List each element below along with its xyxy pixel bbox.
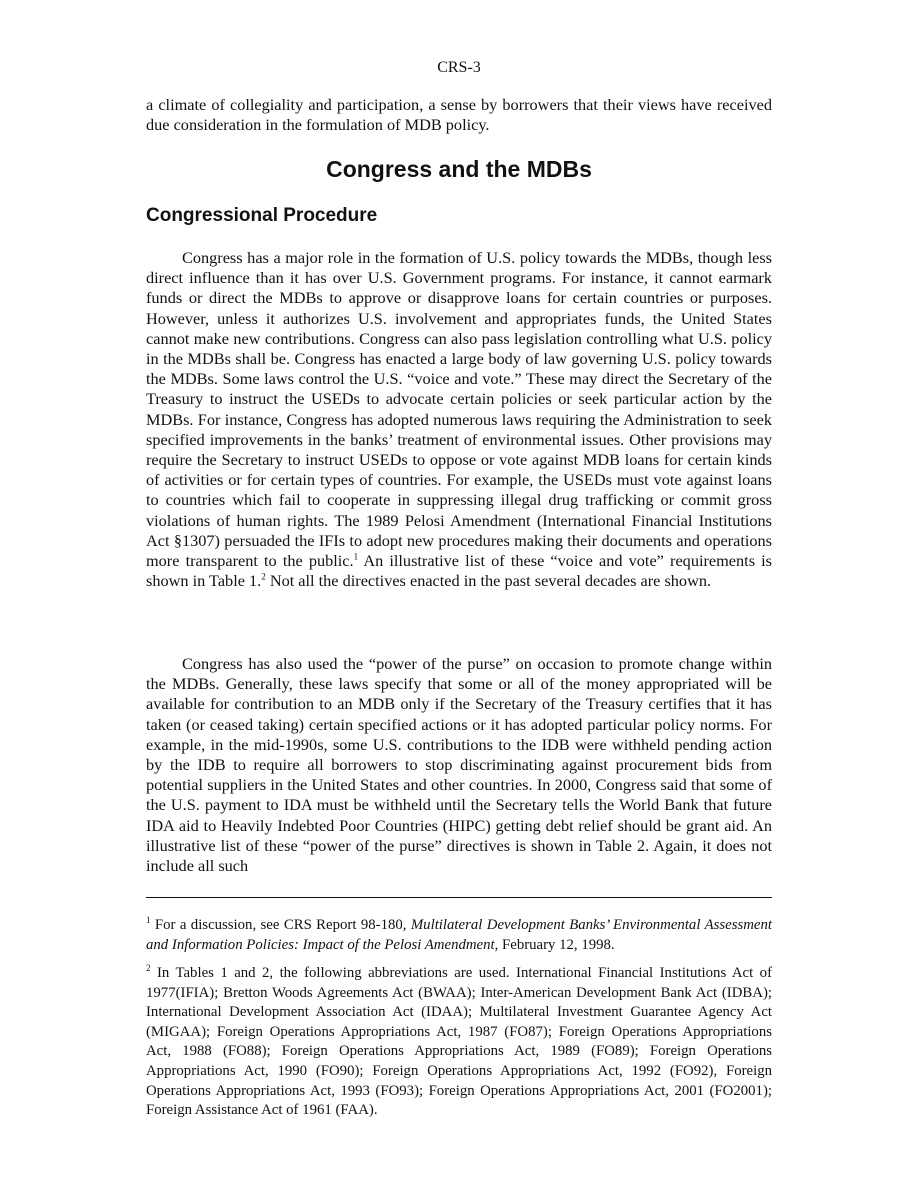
- footnote-number: 2: [146, 963, 151, 974]
- paragraph-text: Not all the directives enacted in the past several decades are shown.: [269, 571, 712, 591]
- footnote-1: [146, 916, 772, 955]
- body-paragraph-2: Congress has also used the “power of the purse” on occasion to promote change within the MDBs. Generally, these laws specify that some or all of the money appropriated will be available for contribution to an MDB only if the Secretary of the Treasury certifies that it has taken (or ceased taking) certain specified actions or it has adopted particular policy norms. For example, in the mid-1990s, some U.S. contributions to the IDB were withheld pending action by the IDB to require all borrowers to stop discriminating against procurement bids from potential suppliers in the United States and other countries. In 2000, Congress said that some of the U.S. payment to IDA must be withheld until the Secretary tells the World Bank that future IDA aid to Heavily Indebted Poor Countries (HIPC) getting debt relief should be grant aid. An illustrative list of these “power of the purse” directives is shown in Table 2. Again, it does not include all such: [146, 654, 772, 876]
- footnote-text: In Tables 1 and 2, the following abbreviations are used. International Financial Institutions Act of 1977(IFIA); Bretton Woods Agreements Act (BWAA); Inter-American Development Bank Act (IDBA); International Development Association Act (IDAA); Multilateral Investment Guarantee Agency Act (MIGAA); Foreign Operations Appropriations Act, 1987 (FO87); Foreign Operations Appropriations Act, 1988 (FO88); Foreign Operations Appropriations Act, 1989 (FO89); Foreign Operations Appropriations Act, 1990 (FO90); Foreign Operations Appropriations Act, 1992 (FO92), Foreign Operations Appropriations Act, 1993 (FO93); Foreign Operations Appropriations Act, 2001 (FO2001); Foreign Assistance Act of 1961 (FAA).: [146, 965, 772, 1119]
- intro-paragraph: a climate of collegiality and participation, a sense by borrowers that their views have received due consideration in the formulation of MDB policy.: [146, 95, 772, 135]
- body-paragraph-1: [146, 248, 772, 591]
- footnote-text: , February 12, 1998.: [494, 936, 615, 953]
- footnote-ref-1[interactable]: 1: [353, 551, 359, 562]
- subsection-title: Congressional Procedure: [146, 205, 378, 226]
- footnote-2: [146, 964, 772, 1121]
- footnote-text: For a discussion, see CRS Report 98-180,: [154, 917, 407, 933]
- footnote-ref-2[interactable]: 2: [261, 571, 266, 582]
- page-number: CRS-3: [437, 59, 481, 76]
- report-title: Multilateral Development Banks’ Environmental Assessment and Information Policies: Impact of the Pelosi Amendment: [146, 917, 772, 953]
- paragraph-text: An illustrative list of these “voice and vote” requirements is shown in Table 1.: [146, 551, 773, 591]
- footnote-number: 1: [146, 915, 151, 926]
- footnote-divider: [146, 897, 772, 898]
- paragraph-text: Congress has a major role in the formation of U.S. policy towards the MDBs, though less direct influence than it has over U.S. Government programs. For instance, it cannot earmark funds or direct the MDBs to approve or disapprove loans for certain countries or purposes. However, unless it authorizes U.S. involvement and appropriates funds, the United States cannot make new contributions. Congress can also pass legislation controlling what U.S. policy in the MDBs shall be. Congress has enacted a large body of law governing U.S. policy towards the MDBs. Some laws control the U.S. “voice and vote.” These may direct the Secretary of the Treasury to instruct the USEDs to advocate certain policies or seek particular action by the MDBs. For instance, Congress has adopted numerous laws requiring the Administration to seek specified improvements in the banks’ treatment of environmental issues. Other provisions may require the Secretary to instruct USEDs to oppose or vote against MDB loans for certain kinds of activities or for certain types of countries. For example, the USEDs must vote against loans to countries which fail to cooperate in suppressing illegal drug trafficking or commit gross violations of human rights. The 1989 Pelosi Amendment (International Financial Institutions Act §1307) persuaded the IFIs to adopt new procedures making their documents and operations more transparent to the public.: [146, 248, 772, 571]
- section-title: Congress and the MDBs: [326, 156, 592, 182]
